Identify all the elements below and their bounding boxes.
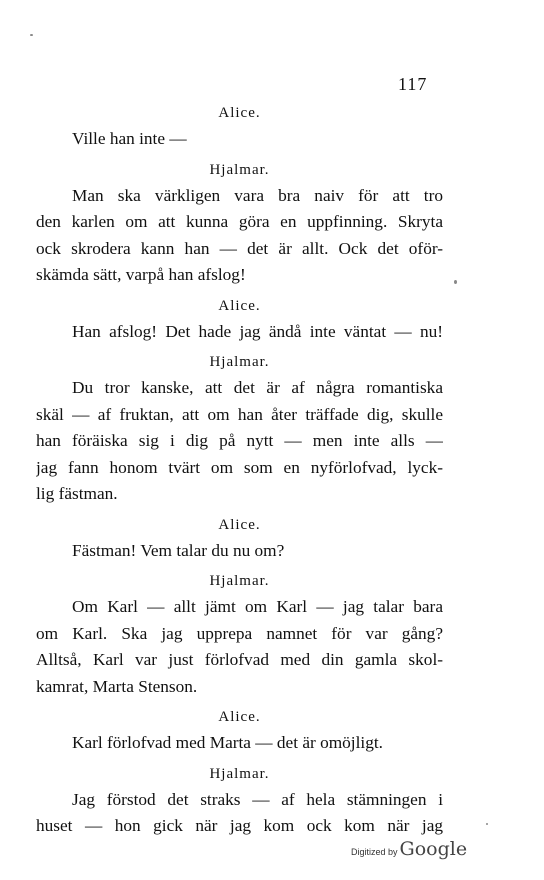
speaker-heading-alice: Alice. — [218, 516, 261, 533]
speaker-heading-hjalmar: Hjalmar. — [209, 354, 270, 370]
speech-line: lig fästman. — [36, 484, 118, 503]
print-speck — [454, 280, 457, 284]
google-watermark — [351, 838, 467, 860]
speaker-heading-hjalmar: Hjalmar. — [209, 765, 270, 782]
speech-line: han föräiska sig i dig på nytt — men inte alls — — [36, 431, 443, 450]
dialogue-text — [36, 100, 443, 840]
print-speck — [30, 34, 33, 36]
speech-line: Du tror kanske, att det är af några romantiska — [72, 378, 443, 397]
speech-line: ock skrodera kann han — det är allt. Ock det oför- — [36, 238, 443, 258]
google-logo-text: Google — [399, 838, 468, 860]
speech-line: skäl — af fruktan, att om han åter träffade dig, skulle — [36, 404, 443, 424]
speaker-heading-alice: Alice. — [218, 105, 261, 121]
speech-line: Alltså, Karl var just förlofvad med din gamla skol- — [36, 650, 443, 669]
speech-line: om Karl. Ska jag upprepa namnet för var gång? — [36, 623, 443, 643]
speech-line: Karl förlofvad med Marta — det är omöjligt. — [72, 733, 383, 752]
speaker-heading-alice: Alice. — [218, 709, 261, 725]
speech-line: jag fann honom tvärt om som en nyförlofvad, lyck- — [36, 457, 443, 477]
speech-line: Fästman! Vem talar du nu om? — [72, 540, 285, 560]
page-number: 117 — [398, 74, 428, 94]
speech-line: Man ska värkligen vara bra naiv för att tro — [72, 185, 443, 205]
speaker-heading-hjalmar: Hjalmar. — [209, 161, 270, 178]
speech-line: Ville han inte — — [72, 129, 187, 148]
speech-line: Jag förstod det straks — af hela stämningen i — [72, 789, 443, 809]
speech-line: den karlen om att kunna göra en uppfinning. Skryta — [36, 212, 443, 231]
speaker-heading-alice: Alice. — [218, 297, 261, 314]
speech-line: kamrat, Marta Stenson. — [36, 676, 198, 696]
digitized-by-label: Digitized by — [351, 847, 398, 857]
print-speck — [486, 823, 488, 825]
speech-line: skämda sätt, varpå han afslog! — [36, 265, 246, 284]
speech-line: Om Karl — allt jämt om Karl — jag talar bara — [72, 597, 443, 616]
speech-line: Han afslog! Det hade jag ändå inte väntat — nu! — [72, 321, 443, 341]
speech-line: huset — hon gick när jag kom ock kom när jag — [36, 816, 443, 835]
speaker-heading-hjalmar: Hjalmar. — [209, 573, 270, 589]
